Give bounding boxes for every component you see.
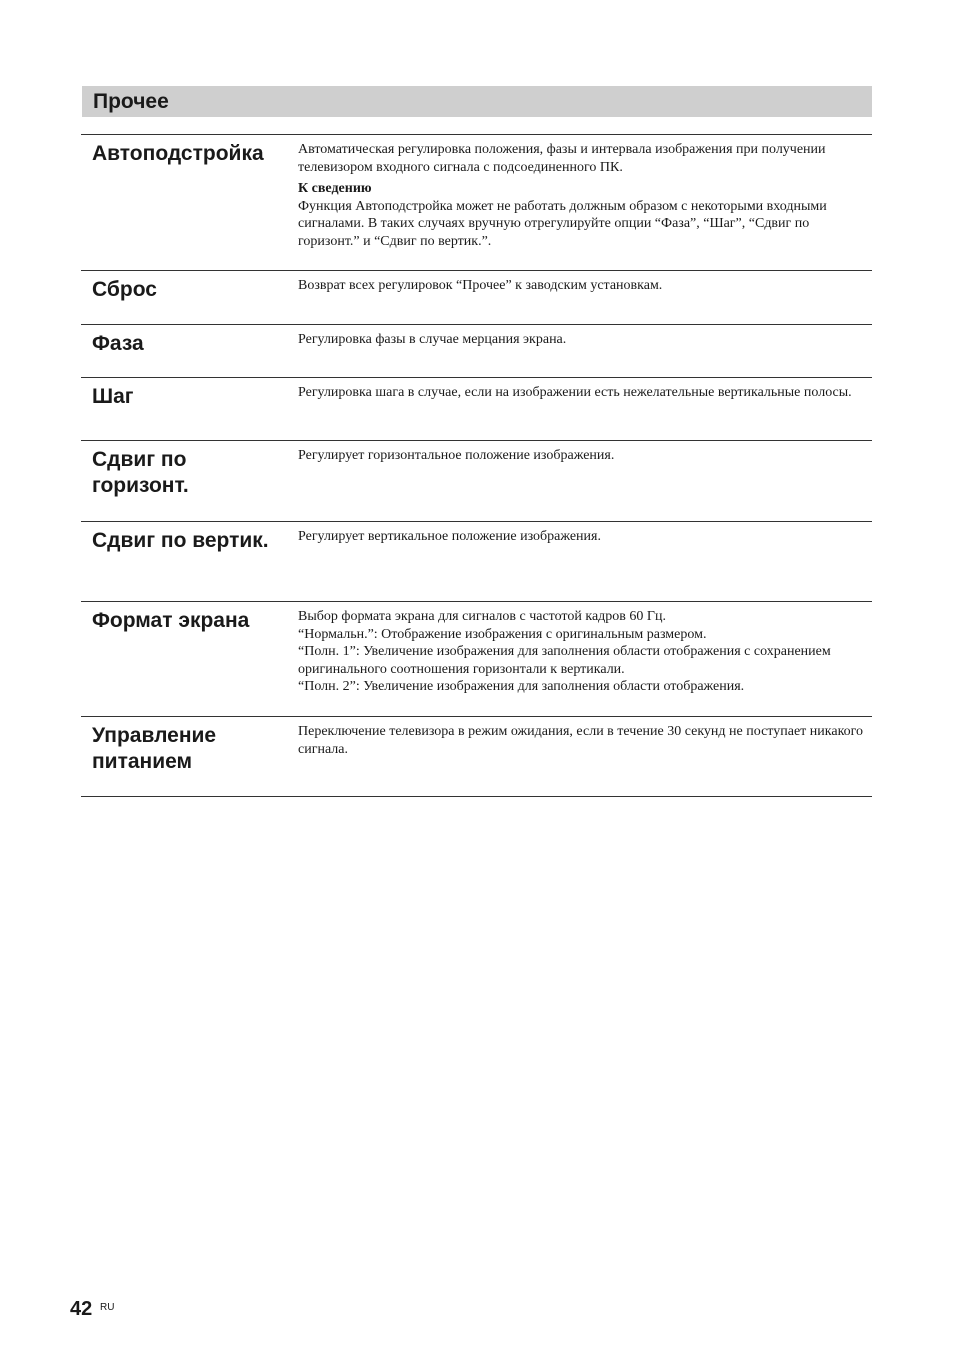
row-desc-line: Переключение телевизора в режим ожидания, если в течение 30 секунд не поступает никакого сигнала. — [298, 724, 864, 757]
page-number: 42 — [70, 1298, 93, 1320]
row-desc-line: Возврат всех регулировок “Прочее” к заводским установкам. — [298, 278, 663, 293]
table-row-autoadjust — [81, 135, 872, 271]
row-desc-line: Регулировка шага в случае, если на изображении есть нежелательные вертикальные полосы. — [298, 385, 852, 400]
row-desc-line: Регулирует вертикальное положение изображения. — [298, 529, 601, 544]
page-language: RU — [100, 1302, 115, 1313]
table-row-power-management — [81, 717, 872, 797]
row-description — [298, 528, 868, 546]
row-term: Управление питанием — [92, 724, 217, 773]
row-term: Сброс — [92, 278, 157, 301]
settings-table — [81, 134, 872, 797]
note-title: К сведению — [298, 181, 372, 196]
row-description — [298, 447, 868, 465]
row-desc-line: Выбор формата экрана для сигналов с частотой кадров 60 Гц. — [298, 609, 666, 624]
table-row-h-shift — [81, 441, 872, 522]
table-row-screen-format — [81, 602, 872, 717]
table-row-v-shift — [81, 522, 872, 602]
row-term: Шаг — [92, 385, 134, 408]
row-term: Сдвиг по вертик. — [92, 529, 269, 552]
row-description — [298, 141, 868, 250]
row-desc-line: Автоматическая регулировка положения, фазы и интервала изображения при получении телевизором входного сигнала с подсоединенного ПК. — [298, 142, 826, 175]
row-description — [298, 331, 868, 349]
row-term: Фаза — [92, 332, 144, 355]
row-description — [298, 384, 868, 402]
table-row-phase — [81, 325, 872, 378]
row-description — [298, 723, 868, 758]
row-description — [298, 608, 868, 696]
row-desc-line: “Нормальн.”: Отображение изображения с оригинальным размером. — [298, 626, 707, 642]
row-desc-line: Регулировка фазы в случае мерцания экрана. — [298, 332, 567, 347]
table-row-pitch — [81, 378, 872, 441]
row-desc-line: “Полн. 1”: Увеличение изображения для заполнения области отображения с сохранением оригинального соотношения горизонтали к вертикали. — [298, 644, 831, 677]
row-term: Формат экрана — [92, 609, 250, 632]
section-title: Прочее — [82, 86, 872, 117]
note-text: Функция Автоподстройка может не работать должным образом с некоторыми входными сигналами. В таких случаях вручную отрегулируйте опции “Фаза”, “Шаг”, “Сдвиг по горизонт.” и “Сдвиг по вертик.”. — [298, 198, 827, 249]
row-desc-line: Регулирует горизонтальное положение изображения. — [298, 448, 615, 463]
row-term: Автоподстройка — [92, 142, 264, 165]
row-description — [298, 277, 868, 295]
row-desc-line: “Полн. 2”: Увеличение изображения для заполнения области отображения. — [298, 679, 745, 694]
row-term: Сдвиг по горизонт. — [92, 448, 189, 497]
table-row-reset — [81, 271, 872, 325]
